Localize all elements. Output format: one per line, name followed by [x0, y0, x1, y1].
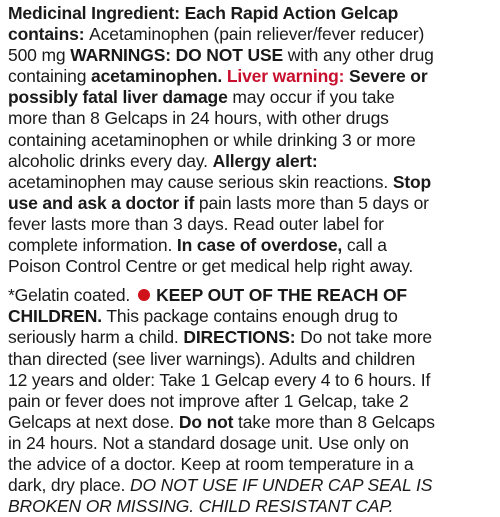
label-text-segment: Allergy alert: [212, 150, 318, 171]
label-text-line [8, 475, 492, 496]
label-text-segment: in 24 hours. Not a standard dosage unit. Use only on [8, 432, 409, 453]
label-text-line [8, 433, 492, 454]
label-text-line [8, 412, 492, 433]
label-text-segment: Liver warning: [222, 66, 345, 87]
label-text-line [8, 235, 492, 256]
label-text-line [8, 24, 492, 45]
label-text-segment: BROKEN OR MISSING. CHILD RESISTANT CAP. [8, 496, 394, 517]
label-text-line [8, 391, 492, 412]
label-text-segment: Acetaminophen (pain reliever/fever reducer) [89, 24, 425, 45]
label-text-line [8, 172, 492, 193]
label-text-segment: containing [8, 66, 91, 87]
label-text-segment: fever lasts more than 3 days. Read outer label for [8, 213, 384, 234]
label-text-segment: This package contains enough drug to [101, 306, 398, 327]
label-text-segment: Poison Control Centre or get medical help right away. [8, 256, 414, 277]
label-text-segment: seriously harm a child. [8, 327, 184, 348]
label-text-line [8, 327, 492, 348]
label-text-segment: complete information. [8, 235, 177, 256]
label-text-segment: the advice of a doctor. Keep at room temperature in a [8, 453, 414, 474]
red-bullet-icon [138, 289, 150, 301]
label-text-line [8, 66, 492, 87]
label-text-line [8, 45, 492, 66]
label-text-line [8, 496, 492, 517]
label-text-segment: Gelcaps at next dose. [8, 411, 179, 432]
label-text-line [8, 370, 492, 391]
label-text-segment: Do not [178, 411, 234, 432]
label-text-segment: KEEP OUT OF THE REACH OF [156, 285, 407, 306]
label-text-segment: may occur if you take [227, 87, 395, 108]
label-text-line [8, 193, 492, 214]
paragraph-gap [8, 277, 492, 285]
label-text-line [8, 108, 492, 129]
label-text-segment: CHILDREN. [8, 306, 102, 327]
label-text-segment: pain or fever does not improve after 1 Gelcap, take 2 [8, 390, 409, 411]
label-text-segment: 500 mg [8, 45, 71, 66]
label-text-segment: 12 years and older: Take 1 Gelcap every 4 to 6 hours. If [8, 369, 431, 390]
label-text-line [8, 214, 492, 235]
label-text-line [8, 87, 492, 108]
label-text-line [8, 3, 492, 24]
label-text-line [8, 349, 492, 370]
label-text-segment: take more than 8 Gelcaps [233, 411, 435, 432]
label-text-segment: DIRECTIONS: [183, 327, 296, 348]
label-text-line [8, 306, 492, 327]
label-text-line [8, 285, 492, 306]
label-text-line [8, 130, 492, 151]
label-text-segment: WARNINGS: DO NOT USE [70, 45, 284, 66]
label-text-segment: pain lasts more than 5 days or [194, 192, 429, 213]
label-text-line [8, 256, 492, 277]
label-text-segment: than directed (see liver warnings). Adults and children [8, 348, 416, 369]
label-text-line [8, 151, 492, 172]
label-text-segment: Severe or [344, 66, 428, 87]
label-text-segment: dark, dry place. [8, 475, 130, 496]
label-text-segment: containing acetaminophen or while drinking 3 or more [8, 129, 416, 150]
label-text-segment: possibly fatal liver damage [8, 87, 228, 108]
label-text-segment: more than 8 Gelcaps in 24 hours, with other drugs [8, 108, 389, 129]
label-text-segment: use and ask a doctor if [8, 192, 195, 213]
label-text-segment: contains: [8, 24, 90, 45]
label-text-segment: In case of overdose, [176, 235, 343, 256]
label-text-segment: acetaminophen. [91, 66, 223, 87]
label-text-segment: alcoholic drinks every day. [8, 150, 213, 171]
label-text-segment: call a [342, 235, 387, 256]
label-text-segment: with any other drug [283, 45, 434, 66]
label-text-line [8, 454, 492, 475]
label-text-segment: Do not take more [295, 327, 433, 348]
label-text-segment: acetaminophen may cause serious skin reactions. [8, 171, 393, 192]
label-text-segment: Medicinal Ingredient: Each Rapid Action Gelcap [8, 3, 399, 23]
label-text-segment: *Gelatin coated. [8, 285, 131, 306]
label-text-segment: DO NOT USE IF UNDER CAP SEAL IS [129, 475, 433, 496]
label-text-segment: Stop [392, 171, 432, 192]
